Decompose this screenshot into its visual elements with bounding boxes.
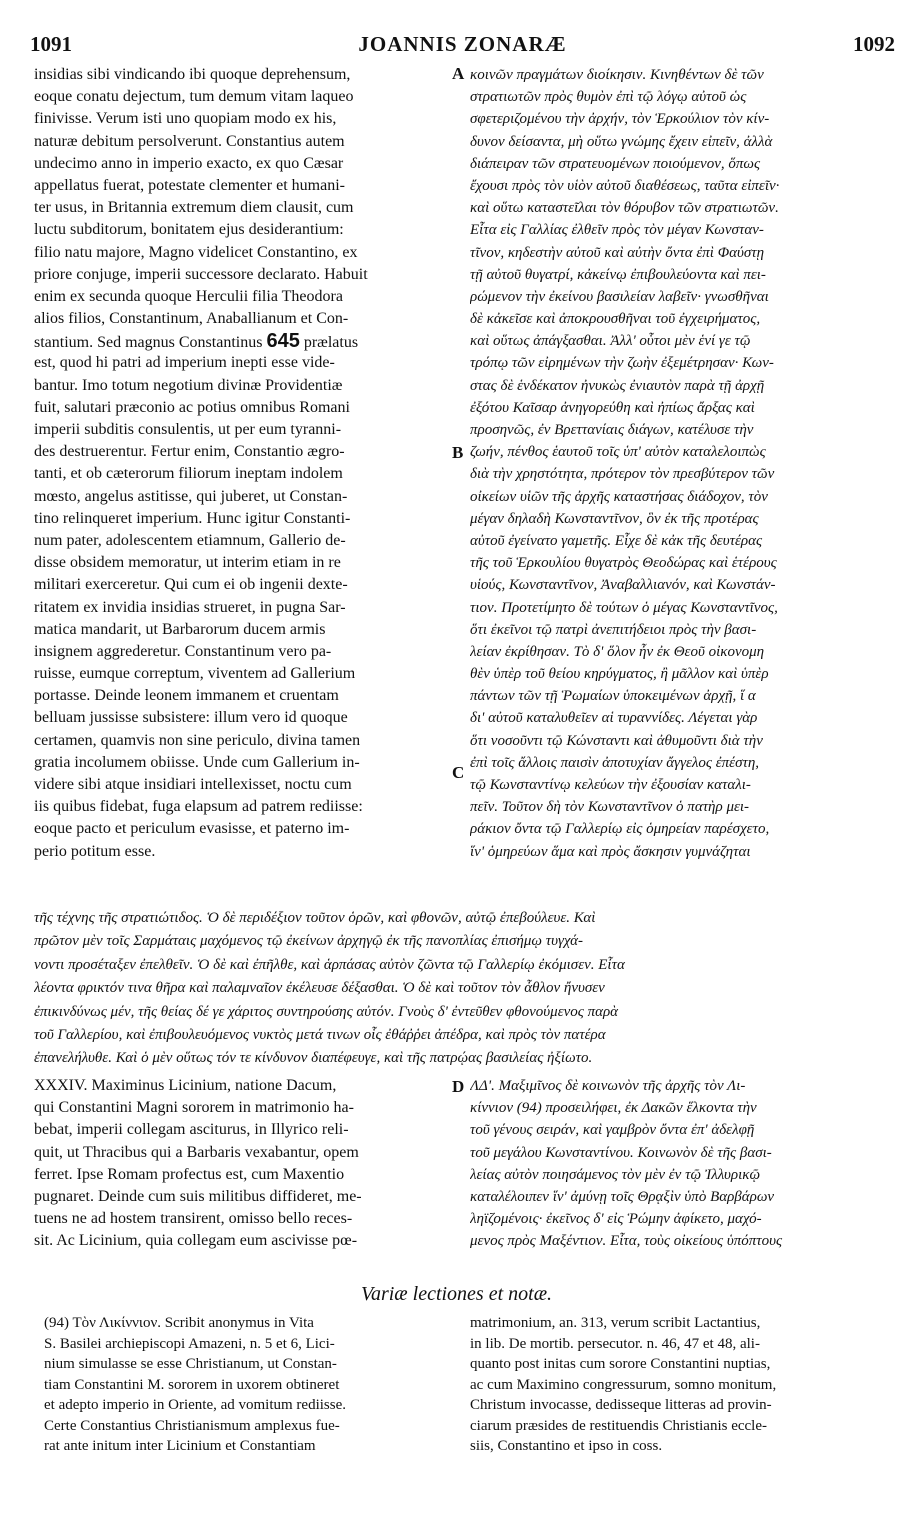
text-line: alios filios, Constantinum, Anaballianum et Con-: [34, 310, 349, 328]
text-line: κοινῶν πραγμάτων διοίκησιν. Κινηθέντων δὲ τῶν: [470, 67, 764, 83]
text-line: et adepto imperio in Oriente, ad vomitum rediisse.: [44, 1397, 347, 1413]
text-line: λείας αὐτὸν ποιησάμενος τὸν μὲν ἐν τῷ Ἰλλυρικῷ: [470, 1166, 761, 1183]
text-line: est, quod hi patri ad imperium inepti esse vide-: [34, 354, 335, 372]
text-line: tiam Constantini M. sororem in uxorem obtineret: [44, 1376, 340, 1393]
section-marker-b: B: [452, 443, 464, 462]
text-line: nium simulasse se esse Christianum, ut Constan-: [44, 1356, 337, 1372]
section-marker-a: A: [452, 64, 465, 83]
text-line: νοντι προσέταξεν ἐπελθεῖν. Ὁ δὲ καὶ ἐπῆλθε, καὶ ἁρπάσας αὐτὸν ζῶντα τῷ Γαλλερίῳ ἐκόμισεν. Εἶτα: [34, 956, 625, 973]
text-line: αὐτοῦ ἐγείνατο γαμετῆς. Εἶχε δὲ κἀκ τῆς δευτέρας: [470, 532, 763, 549]
variae-lectiones-heading: Variæ lectiones et notæ.: [360, 1283, 553, 1305]
text-line: ἔχουσι πρὸς τὸν υἱὸν αὐτοῦ διαθέσεως, ταῦτα εἰπεῖν·: [470, 177, 780, 194]
text-line: ΛΔ'. Μαξιμῖνος δὲ κοινωνὸν τῆς ἀρχῆς τὸν Λι-: [470, 1078, 746, 1094]
text-line: ruisse, eumque correptum, viventem ad Gallerium: [34, 665, 356, 683]
text-line: tino relinqueret imperium. Hunc igitur Constanti-: [34, 509, 351, 527]
text-line: ritatem ex invidia insidias strueret, in pugna Sar-: [34, 598, 346, 616]
text-line: δι' αὐτοῦ καταλυθεῖεν αἱ τυραννίδες. Λέγεται γὰρ: [470, 710, 758, 727]
text-line: XXXIV. Maximinus Licinium, natione Dacum,: [34, 1077, 337, 1094]
text-line: Εἶτα εἰς Γαλλίας ἐλθεῖν πρὸς τὸν μέγαν Κωνσταν-: [470, 222, 764, 239]
text-line: ἐπικινδύνως μέν, τῆς θείας δέ γε χάριτος συντηρούσης αὐτόν. Γνοὺς δ' ἐντεῦθεν φθονούμενος παρὰ: [34, 1003, 619, 1020]
text-line: imperii subditis consulentis, ut per eum tyranni-: [34, 421, 342, 438]
greek-column-bottom: [470, 1075, 888, 1253]
section-marker-c: C: [452, 763, 465, 782]
text-line: tanti, et ob cæterorum filiorum ineptam indolem: [34, 465, 343, 483]
text-line: luctu subditorum, bonitatem ejus desiderantium:: [34, 221, 344, 239]
text-line: τιον. Προτετίμητο δὲ τούτων ὁ μέγας Κωνσταντῖνος,: [470, 599, 778, 616]
text-line: υἱούς, Κωνσταντῖνον, Ἀναβαλλιανόν, καὶ Κωνστάν-: [470, 577, 776, 594]
text-line: στρατιωτῶν πρὸς θυμὸν ἐπὶ τῷ λόγῳ αὐτοῦ ὡς: [470, 89, 747, 106]
text-line: καὶ οὕτως ἀπάγξασθαι. Ἀλλ' οὗτοι μὲν ἑνί γε τῷ: [470, 333, 751, 350]
text-line: τῷ Κωνσταντίνῳ κελεύων τὴν ἐξουσίαν καταλι-: [470, 777, 751, 793]
text-line: ἐξότου Καῖσαρ ἀνηγορεύθη καὶ ἠπίως ἄρξας καὶ: [470, 399, 755, 416]
text-line: ρώμενον τὴν ἐκείνου βασιλείαν λαβεῖν· γνωσθῆναι: [470, 288, 769, 305]
text-line: τῆς τέχνης τῆς στρατιώτιδος. Ὁ δὲ περιδέξιον τοῦτον ὁρῶν, καὶ φθονῶν, αὐτῷ ἐπεβούλευε. Καὶ: [34, 910, 596, 926]
text-line: in lib. De mortib. persecutor. n. 46, 47 et 48, ali-: [470, 1335, 760, 1352]
text-line: ληϊζομένοις· ἐκεῖνος δ' εἰς Ῥώμην ἀφίκετο, μαχό-: [470, 1211, 762, 1228]
text-line: bebat, imperii collegam asciturus, in Illyrico reli-: [34, 1121, 349, 1139]
text-line: τοῦ γένους σειράν, καὶ γαμβρὸν ὄντα ἐπ' ἀδελφῇ: [470, 1122, 755, 1139]
text-line: finivisse. Verum isti uno quopiam modo ex his,: [34, 110, 337, 128]
text-line: ἐπανελήλυθε. Καὶ ὁ μὲν οὕτως τόν τε κίνδυνον διαπέφευγε, καὶ τῆς πατρῴας βασιλείας ἠξίωτο.: [34, 1050, 593, 1067]
text-line: Certe Constantius Christianismum amplexus fue-: [44, 1417, 340, 1434]
text-line: ζωήν, πένθος ἑαυτοῦ τοῖς ὑπ' αὐτὸν καταλελοιπὼς: [470, 444, 766, 461]
text-line: belluam jussisse subsistere: illum vero id quoque: [34, 709, 348, 727]
text-line: des destruerentur. Fertur enim, Constantio ægro-: [34, 443, 345, 461]
text-line: videre sibi atque insidiari intellexisset, noctu cum: [34, 776, 352, 793]
text-line: bantur. Imo totum negotium divinæ Providentiæ: [34, 376, 343, 394]
text-line: perio potitum esse.: [34, 842, 156, 860]
text-line: filio natu majore, Magno videlicet Constantino, ex: [34, 243, 358, 261]
text-line: tuens ne ad hostem transirent, omisso bello reces-: [34, 1210, 353, 1228]
text-line: πάντων τῶν τῇ Ῥωμαίων ὑποκειμένων ἀρχῇ, ἵ α: [470, 688, 756, 705]
text-line: ὅτι νοσοῦντι τῷ Κώνσταντι καὶ ἀθυμοῦντι διὰ τὴν: [470, 732, 763, 749]
text-line: καταλέλοιπεν ἵν' ἀμύνῃ τοῖς Θρᾳξὶν ὑπὸ Βαρβάρων: [470, 1188, 775, 1205]
text-line: quit, ut Thracibus qui a Barbaris vexabantur, opem: [34, 1143, 359, 1161]
text-line: S. Basilei archiepiscopi Amazeni, n. 5 et 6, Lici-: [44, 1335, 335, 1352]
text-line: διάπειραν τῶν στρατευομένων ποιούμενον, ὅπως: [470, 155, 761, 172]
text-line: λέοντα φρικτόν τινα θῆρα καὶ παλαμναῖον ἐκέλευσε δέξασθαι. Ὁ δὲ καὶ τοῦτον τὸν ἆθλον ἤνυσεν: [34, 980, 605, 997]
latin-column-bottom: [34, 1075, 449, 1253]
text-line: ciarum præsides de restituendis Christianis eccle-: [470, 1417, 768, 1434]
text-line: τῖνον, κηδεστὴν αὐτοῦ καὶ αὐτὴν ὄντα ἐπὶ Φαύστῃ: [470, 244, 765, 261]
text-line: qui Constantini Magni sororem in matrimonio ha-: [34, 1099, 354, 1117]
text-line: rat ante initum inter Licinium et Constantiam: [44, 1438, 316, 1454]
column-number: 645: [266, 330, 300, 353]
text-line: σφετεριζομένου τὴν ἀρχήν, τὸν Ἑρκούλιον τὸν κίν-: [470, 111, 770, 128]
text-line: δὲ κἀκεῖσε καὶ ἀποκρουσθῆναι τοῦ ἐγχειρήματος,: [470, 311, 761, 328]
text-line: πεῖν. Τοῦτον δὴ τὸν Κωνσταντῖνον ὁ πατὴρ μει-: [470, 799, 750, 816]
text-line: δυνον δείσαντα, μὴ οὕτω γνώμης ἔχειν εἰπεῖν, ἀλλὰ: [470, 133, 773, 150]
text-line: eoque conatu dejectum, tum demum vitam laqueo: [34, 88, 354, 106]
text-line: οἰκείων υἱῶν τῆς ἀρχῆς καταστήσας διάδοχον, τὸν: [470, 488, 768, 505]
text-line: quanto post initas cum sorore Constantini nuptias,: [470, 1356, 771, 1372]
text-line: priore conjuge, imperii successore declarato. Habuit: [34, 265, 368, 283]
text-line: ὅτι ἐκεῖνοι τῷ πατρὶ ἀνεπιτήδειοι πρὸς τὴν βασι-: [470, 621, 757, 638]
text-line: enim ex secunda quoque Herculii filia Theodora: [34, 287, 343, 305]
text-line: certamen, quamvis non sine periculo, divina tamen: [34, 731, 361, 749]
page-number-right: 1092: [853, 32, 895, 56]
text-line: ἐπὶ τοῖς ἄλλοις παισὶν ἀποτυχίαν ἄγγελος ἐπέστη,: [470, 754, 760, 771]
text-line: militari exerceretur. Qui cum ei ob ingenii dexte-: [34, 576, 348, 594]
text-line: ράκιον ὄντα τῷ Γαλλερίῳ εἰς ὁμηρείαν παρέσχετο,: [470, 821, 770, 838]
page-header: [30, 32, 895, 58]
text-line: ter usus, in Britannia extremum diem clausit, cum: [34, 199, 354, 217]
text-line: appellatus fuerat, potestate clementer et humani-: [34, 176, 345, 194]
greek-full-width-block: [34, 907, 884, 1071]
text-line: ferret. Ipse Romam profectus est, cum Maxentio: [34, 1165, 345, 1183]
text-line: τοῦ Γαλλερίου, καὶ ἐπιβουλευόμενος νυκτὸς μετά τινων οἷς ἐθάῤῥει ἀπέδρα, καὶ πρὸς τὸν πατέρα: [34, 1026, 606, 1043]
text-line: matica mandarit, ut Barbarorum ducem armis: [34, 620, 326, 638]
text-line: τῆς τοῦ Ἑρκουλίου θυγατρὸς Θεοδώρας καὶ ἑτέρους: [470, 555, 777, 572]
text-line: τρόπῳ τῶν εἰρημένων τὴν ζωὴν ἐξεμέτρησαν· Κων-: [470, 355, 774, 372]
text-line: portasse. Deinde leonem immanem et cruentam: [34, 687, 339, 705]
text-line: Christum invocasse, dedisseque litteras ad provin-: [470, 1397, 772, 1413]
text-line: θὲν ὑπὲρ τοῦ θείου κηρύγματος, ἢ μᾶλλον καὶ ὑπὲρ: [470, 666, 769, 683]
text-line: pugnaret. Deinde cum suis militibus diffideret, me-: [34, 1187, 362, 1205]
text-line: stantium. Sed magnus Constantinus 645 prælatus: [34, 330, 359, 353]
page-number-left: 1091: [30, 32, 72, 56]
latin-column-top: [34, 64, 449, 863]
text-line: καὶ οὕτω καταστεῖλαι τὸν θόρυβον τῶν στρατιωτῶν.: [470, 200, 779, 217]
text-line: insignem aggrederetur. Constantinum vero pa-: [34, 642, 332, 660]
notes-left-column: [44, 1313, 444, 1457]
text-line: πρῶτον μὲν τοῖς Σαρμάταις μαχόμενος τῷ ἐκείνων ἀρχηγῷ ἐκ τῆς πανοπλίας ἐπισήμῳ τυγχά-: [34, 933, 584, 950]
text-line: siis, Constantino et ipso in coss.: [470, 1438, 663, 1454]
text-line: undecimo anno in imperio exacto, ex quo Cæsar: [34, 154, 344, 172]
text-line: disse obsidem memoratur, ut interim etiam in re: [34, 554, 341, 572]
text-line: μενος πρὸς Μαξέντιον. Εἶτα, τοὺς οἰκείους ὑπόπτους: [470, 1233, 783, 1250]
text-line: gratia incolumem obiisse. Unde cum Gallerium in-: [34, 753, 360, 771]
text-line: naturæ debitum persolverunt. Constantius autem: [34, 132, 345, 150]
text-line: ἵν' ὁμηρεύων ἅμα καὶ πρὸς ἄσκησιν γυμνάζηται: [470, 843, 751, 860]
text-line: matrimonium, an. 313, verum scribit Lactantius,: [470, 1315, 761, 1331]
text-line: μέγαν δηλαδὴ Κωνσταντῖνον, ὃν ἐκ τῆς προτέρας: [470, 510, 759, 527]
greek-column-top: [470, 64, 888, 863]
text-line: λείαν ἐκρίθησαν. Τὸ δ' ὅλον ἦν ἐκ Θεοῦ οἰκονομη: [470, 643, 765, 660]
text-line: στας δὲ ἑνδέκατον ἠνυκὼς ἐνιαυτὸν παρὰ τῇ ἀρχῇ: [470, 377, 765, 394]
text-line: mœsto, angelus astitisse, qui juberet, ut Constan-: [34, 487, 348, 505]
text-line: τῇ αὐτοῦ θυγατρί, κἀκείνῳ ἐπιβουλεύοντα καὶ πει-: [470, 266, 766, 283]
text-line: num pater, adolescentem etiamnum, Gallerio de-: [34, 531, 346, 549]
notes-right-column: [470, 1313, 890, 1457]
text-line: iis quibus fidebat, fuga elapsum ad patrem rediisse:: [34, 798, 363, 816]
text-line: ac cum Maximino congressurum, somno monitum,: [470, 1376, 777, 1393]
text-line: διὰ τὴν χρηστότητα, πρότερον τὸν πρεσβύτερον τῶν: [470, 466, 775, 483]
text-line: fuit, salutari præconio ac potius omnibus Romani: [34, 398, 350, 416]
text-line: eoque pacto et periculum evasisse, et paterno im-: [34, 820, 350, 838]
text-line: (94) Τὸν Λικίννιον. Scribit anonymus in Vita: [44, 1315, 314, 1331]
running-title: JOANNIS ZONARÆ: [358, 32, 567, 56]
text-line: προσηνῶς, ἐν Βρεττανίαις διάγων, κατέλυσε τὴν: [470, 422, 754, 438]
text-line: τοῦ μεγάλου Κωνσταντίνου. Κοινωνὸν δὲ τῆς βασι-: [470, 1144, 772, 1161]
text-line: sit. Ac Licinium, quia collegam eum ascivisse pœ-: [34, 1232, 358, 1250]
text-line: insidias sibi vindicando ibi quoque deprehensum,: [34, 66, 351, 83]
text-line: κίννιον (94) προσειλήφει, ἐκ Δακῶν ἕλκοντα τὴν: [470, 1100, 757, 1117]
section-marker-d: D: [452, 1077, 465, 1096]
